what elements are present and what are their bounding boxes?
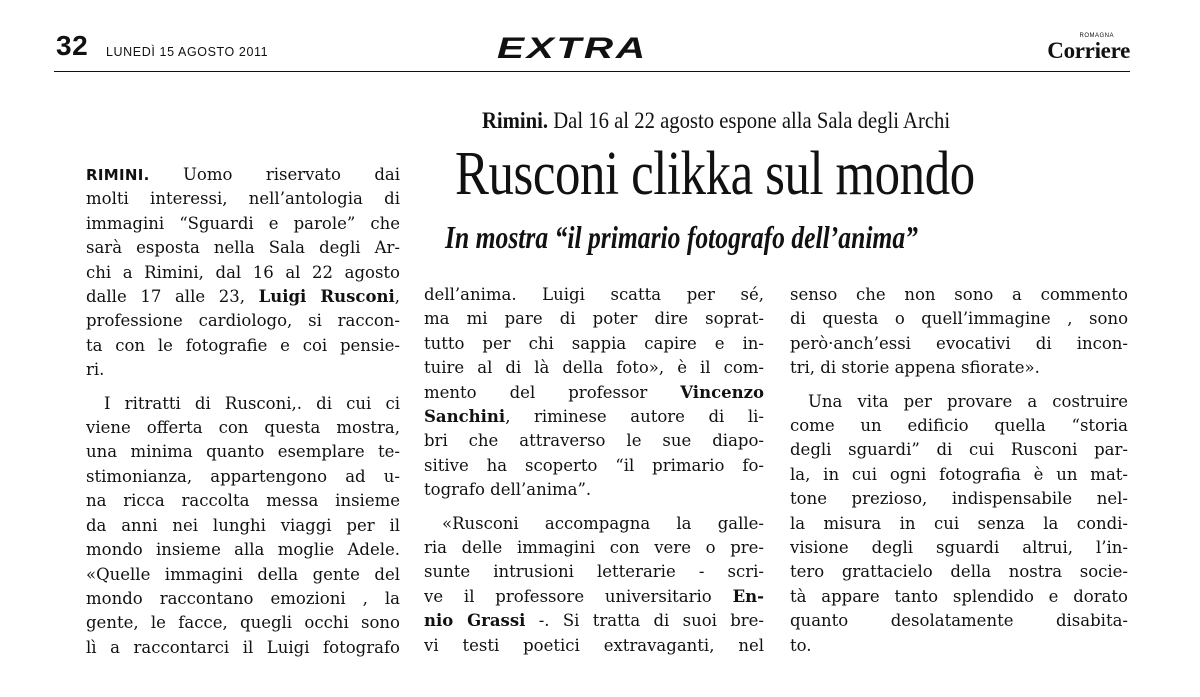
text-line: to. [790, 635, 812, 655]
text-line: RIMINI. Uomo riservato dai [86, 165, 401, 184]
text-line: visione degli sguardi altrui, l’in- [790, 538, 1128, 558]
text-line: na ricca raccolta messa insieme [86, 491, 400, 511]
paragraph-gap [790, 381, 1128, 390]
text-line: mento del professor Vincenzo [424, 382, 764, 402]
text-line: sarà esposta nella Sala degli Ar- [86, 238, 400, 258]
text-line: ma mi pare di poter dire soprat- [424, 309, 764, 329]
text-line: ve il professore universitario En- [424, 586, 765, 606]
section-logo: EXTRA [497, 32, 648, 65]
text-line: vi testi poetici extravaganti, nel [424, 635, 764, 655]
text-line: gente, le facce, quegli occhi sono [86, 613, 400, 633]
header-rule [54, 71, 1130, 72]
person-name: Sanchini [424, 407, 506, 427]
dateline: RIMINI. [86, 166, 150, 184]
article-column-1 [86, 163, 400, 660]
text-line: nio Grassi -. Si tratta di suoi bre- [424, 611, 764, 631]
text-line: tuire al di là della foto», è il com- [424, 358, 764, 378]
text-line: «Rusconi accompagna la galle- [442, 513, 764, 533]
text-line: ta con le fotografie e coi pensie- [86, 335, 400, 355]
page-number: 32 [56, 30, 89, 61]
text-line: dalle 17 alle 23, Luigi Rusconi, [86, 287, 401, 307]
article-column-2 [424, 283, 764, 658]
text-line: la misura in cui senza la condi- [790, 513, 1128, 533]
text-line: mondo raccontano emozioni , la [86, 588, 400, 608]
text-line: tografo dell’anima”. [424, 480, 592, 500]
person-name: Vincenzo [680, 382, 764, 402]
text-line: sitive ha scoperto “il primario fo- [424, 455, 764, 475]
text-line: molti interessi, nell’antologia di [86, 189, 400, 209]
person-name: Luigi Rusconi [258, 287, 395, 307]
text-line: Sanchini, riminese autore di li- [424, 407, 764, 427]
person-name: nio Grassi [424, 611, 526, 631]
text-line: bri che attraverso le sue diapo- [424, 431, 764, 451]
text-line: di questa o quell’immagine , sono [790, 309, 1128, 329]
text-line: tà appare tanto splendido e dorato [790, 586, 1128, 606]
paragraph-gap [424, 503, 764, 512]
newspaper-logo [1047, 33, 1130, 62]
text-line: ria delle immagini con vere o pre- [424, 538, 764, 558]
text-line: tutto per chi sappia capire e in- [424, 333, 764, 353]
text-line: viene offerta con questa mostra, [86, 418, 400, 438]
article-headline: Rusconi clikka sul mondo [455, 140, 975, 208]
text-line: come un edificio quella “storia [790, 416, 1128, 436]
text-line: tone prezioso, indispensabile nel- [790, 489, 1128, 509]
newspaper-logo-small: ROMAGNA [1079, 33, 1114, 39]
text-line: Una vita per provare a costruire [808, 391, 1128, 411]
article-subheadline: In mostra “il primario fotografo dell’anima” [445, 219, 918, 255]
kicker-place: Rimini. [482, 108, 549, 134]
text-line: stimonianza, appartengono ad u- [86, 466, 400, 486]
article-column-3 [790, 283, 1128, 658]
text-line: senso che non sono a commento [790, 285, 1128, 304]
text-line: degli sguardi” di cui Rusconi par- [790, 440, 1128, 460]
text-line: professione cardiologo, si raccon- [86, 311, 400, 331]
paragraph-gap [86, 383, 400, 392]
text-line: lì a raccontarci il Luigi fotografo [86, 637, 400, 657]
text-line: sunte intrusioni letterarie - scri- [424, 562, 764, 582]
text-line: chi a Rimini, dal 16 al 22 agosto [86, 262, 400, 282]
text-line: da anni nei lunghi viaggi per il [86, 515, 400, 535]
kicker-text: Dal 16 al 22 agosto espone alla Sala degli Archi [553, 108, 951, 134]
text-line: quanto desolatamente disabita- [790, 611, 1128, 631]
article-kicker [482, 110, 1028, 134]
person-name: En- [732, 586, 765, 606]
text-line: immagini “Sguardi e parole” che [86, 213, 400, 233]
text-line: la, in cui ogni fotografia è un mat- [790, 464, 1128, 484]
text-line: «Quelle immagini della gente del [86, 564, 400, 584]
text-line: però·anch’essi evocativi di incon- [790, 333, 1128, 353]
text-line: tero grattacielo della nostra socie- [790, 562, 1128, 582]
text-line: dell’anima. Luigi scatta per sé, [424, 285, 764, 304]
text-line: ri. [86, 360, 105, 380]
text-line: I ritratti di Rusconi,. di cui ci [104, 393, 400, 413]
text-line: una minima quanto esemplare te- [86, 442, 400, 462]
newspaper-logo-name: Corriere [1047, 38, 1130, 63]
text-line: tri, di storie appena sfiorate». [790, 358, 1040, 378]
issue-date: LUNEDÌ 15 AGOSTO 2011 [106, 45, 269, 59]
text-line: mondo insieme alla moglie Adele. [86, 540, 400, 560]
